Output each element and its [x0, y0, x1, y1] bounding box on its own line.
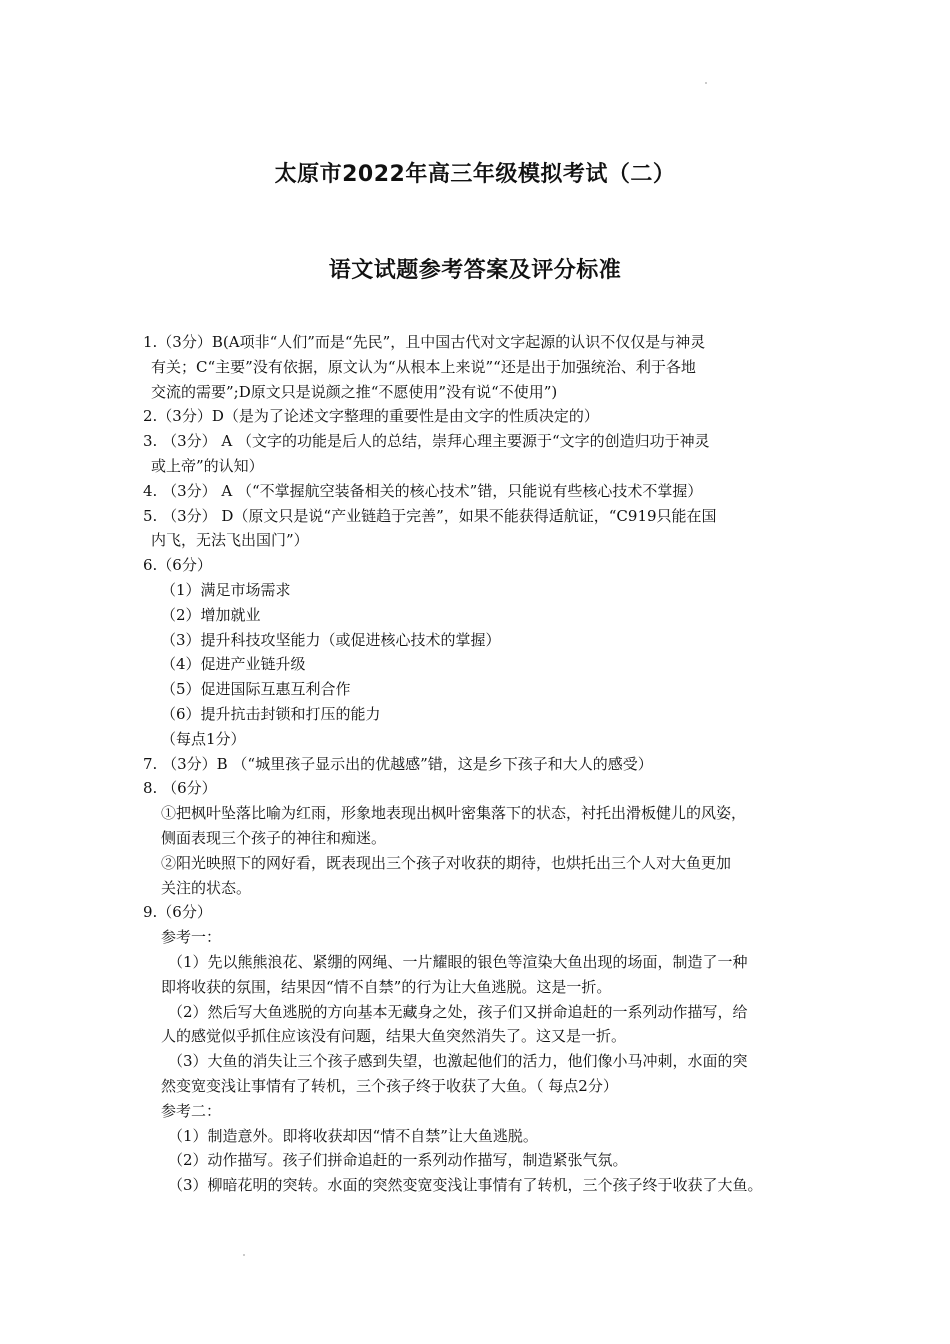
page-subtitle: 语文试题参考答案及评分标准 — [328, 258, 622, 283]
list-item: （1）满足市场需求 — [161, 580, 291, 599]
scan-speck — [243, 1254, 245, 1256]
answer-4: 4. （3分） A （“不掌握航空装备相关的核心技术”错，只能说有些核心技术不掌握） — [143, 481, 703, 500]
list-item: （4）促进产业链升级 — [161, 655, 306, 674]
answer-8: 8. （6分） ①把枫叶坠落比喻为红雨，形象地表现出枫叶密集落下的状态，衬托出滑板健儿的风姿， 侧面表现三个孩子的神往和痴迷。 ②阳光映照下的网好看，既表现出三个孩子对收获的期待，也烘托出三个人对大鱼更加 关注的状态。 — [143, 779, 747, 897]
answer-2: 2.（3分）D（是为了论述文字整理的重要性是由文字的性质决定的） — [143, 407, 599, 426]
answer-6: 6.（6分） （1）满足市场需求 （2）增加就业 （3）提升科技攻坚能力（或促进核心技术的掌握） （4）促进产业链升级 （5）促进国际互惠互利合作 （6）提升抗击封锁和打压的能力 （每点1分） — [143, 553, 823, 751]
answer-list — [143, 330, 823, 1198]
page-title: 太原市2022年高三年级模拟考试（二） — [274, 162, 676, 187]
list-item: （6）提升抗击封锁和打压的能力 — [161, 704, 381, 723]
list-item: （2）增加就业 — [161, 605, 261, 624]
scoring-note: （每点1分） — [161, 729, 246, 748]
answer-5: 5. （3分） D（原文只是说“产业链趋于完善”，如果不能获得适航证，“C919只能在国 内飞，无法飞出国门”） — [143, 506, 717, 550]
answer-3: 3. （3分） A （文字的功能是后人的总结，崇拜心理主要源于“文字的创造归功于神灵 或上帝”的认知） — [143, 432, 710, 475]
list-item: （5）促进国际互惠互利合作 — [161, 680, 351, 699]
reference-label: 参考一： — [161, 928, 222, 947]
reference-label: 参考二： — [161, 1101, 222, 1120]
answer-9: 9.（6分） 参考一： （1）先以熊熊浪花、紧绷的网绳、一片耀眼的银色等渲染大鱼出现的场面，制造了一种 即将收获的氛围，结果因“情不自禁”的行为让大鱼逃脱。这是一折。 （2）然后写大鱼逃脱的方向基本无藏身之处，孩子们又拼命追赶的一系列动作描写，给 人的感觉似乎抓住应该没有问题，结果大鱼突然消失了。这又是一折。 （3）大鱼的消失让三个孩子感到失望，也激起他们的活力，他们像小马冲刺，水面的突 然变宽变浅让事情有了转机，三个孩子终于收获了大鱼。（ 每点2分） 参考二： （1）制造意外。即将收获却因“情不自禁”让大鱼逃脱。 （2）动作描写。孩子们拼命追赶的一系列动作描写，制造紧张气氛。 （3）柳暗花明的突转。水面的突然变宽变浅让事情有了转机，三个孩子终于收获了大鱼。 — [143, 900, 823, 1198]
answer-7: 7. （3分）B （“城里孩子显示出的优越感”错，这是乡下孩子和大人的感受） — [143, 754, 653, 773]
scan-speck — [705, 82, 707, 84]
list-item: （3）提升科技攻坚能力（或促进核心技术的掌握） — [161, 630, 501, 649]
answer-1: 1.（3分）B(A项非“人们”而是“先民”，且中国古代对文字起源的认识不仅仅是与神灵 有关；C“主要”没有依据，原文认为“从根本上来说”“还是出于加强统治、利于各地 交流的需要”;D原文只是说颜之推“不愿使用”没有说“不使用”) — [143, 333, 706, 401]
